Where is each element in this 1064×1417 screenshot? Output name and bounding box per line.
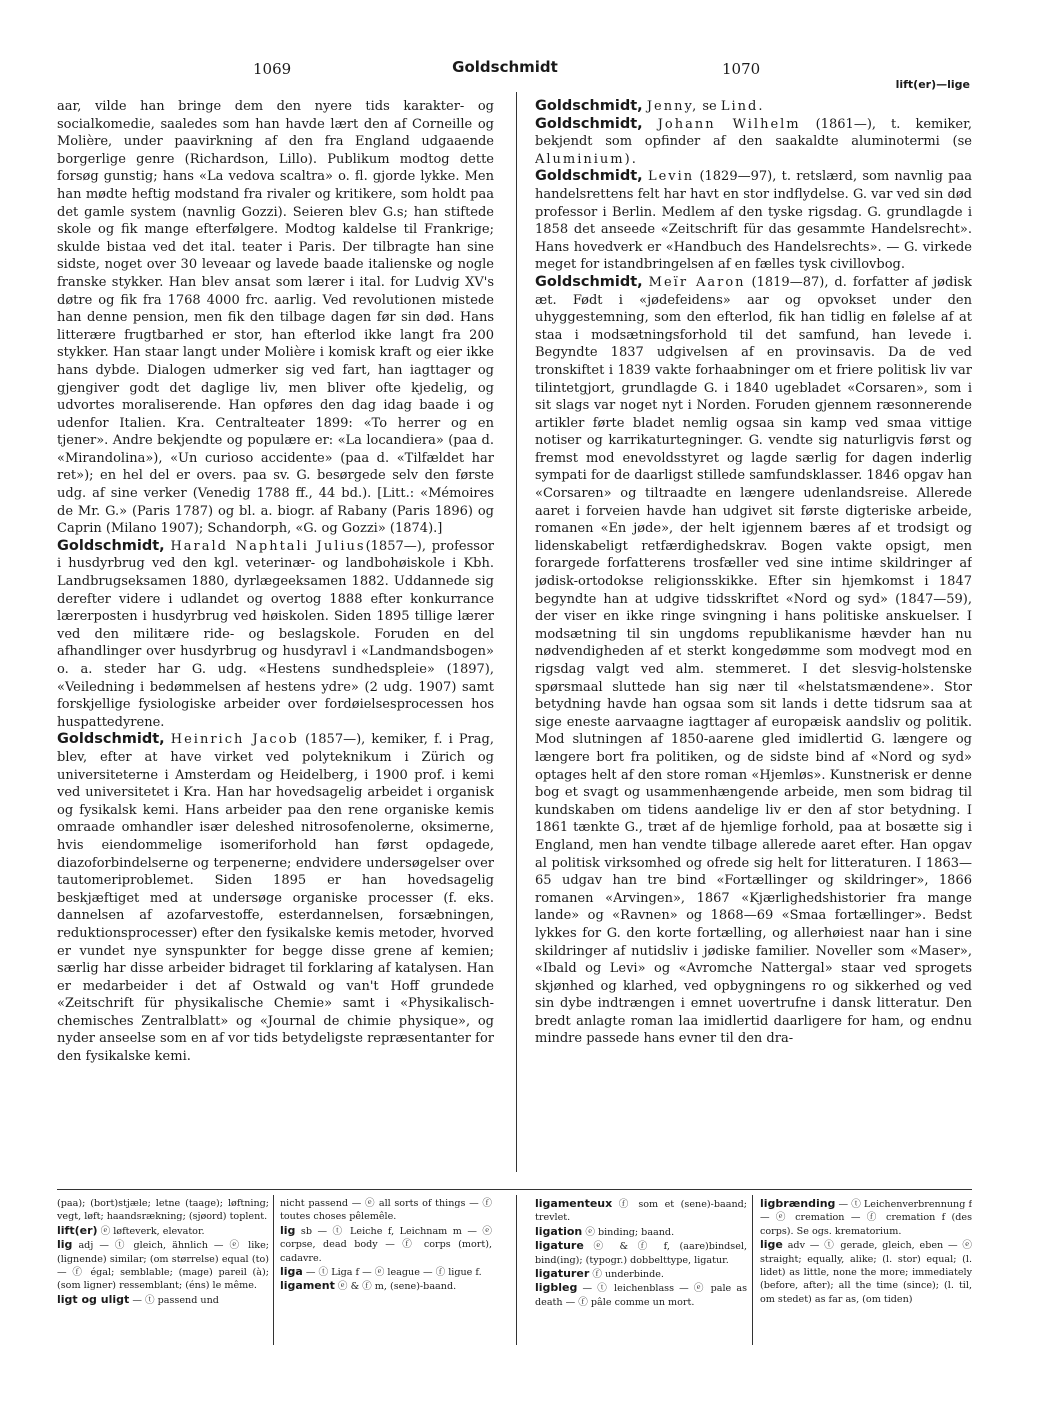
glossary-entry bbox=[280, 1279, 492, 1293]
glossary-text: ⓕ underbinde. bbox=[592, 1269, 664, 1281]
glossary-headword: ligature bbox=[535, 1239, 584, 1253]
entry-headword: Goldschmidt, bbox=[57, 731, 165, 748]
entry-headword: Goldschmidt, bbox=[535, 115, 643, 132]
guide-words: lift(er)—lige bbox=[895, 78, 970, 91]
entry-name: Heinrich Jacob bbox=[170, 732, 299, 748]
entry-harald-goldschmidt bbox=[57, 538, 494, 732]
entry-levin-goldschmidt bbox=[535, 168, 972, 274]
entry-name: Meïr Aaron bbox=[648, 274, 746, 290]
entry-name: Jenny, bbox=[646, 99, 699, 114]
glossary-entry bbox=[535, 1281, 747, 1309]
glossary-entry bbox=[760, 1197, 972, 1238]
glossary-entry bbox=[535, 1239, 747, 1267]
glossary-text: nicht passend — ⓔ all sorts of things — ⓕ toutes choses pêlemêle. bbox=[280, 1198, 492, 1223]
glossary-headword: ligbleg bbox=[535, 1281, 578, 1295]
page-number-right: 1070 bbox=[722, 60, 761, 78]
entry-name: Johann Wilhelm bbox=[657, 116, 801, 132]
glossary-text: sb — ⓣ Leiche f, Leichnam m — ⓔ corpse, dead body — ⓕ corps (mort), cadavre. bbox=[280, 1225, 492, 1264]
footer-divider bbox=[273, 1195, 274, 1345]
glossary-entry bbox=[535, 1225, 747, 1239]
entry-headword: Goldschmidt, bbox=[535, 98, 643, 114]
glossary-text: — ⓣ Leichenverbrennung f — ⓔ cremation — ⓕ cremation f (des corps). Se ogs. krematorium. bbox=[760, 1199, 972, 1237]
glossary-entry bbox=[535, 1197, 747, 1225]
glossary-entry bbox=[280, 1224, 492, 1265]
glossary-headword: ligaturer bbox=[535, 1267, 590, 1281]
glossary-text: — ⓣ leichenblass — ⓔ pale as death — ⓕ pâle comme un mort. bbox=[535, 1283, 747, 1308]
entry-continuation: aar, vilde han bringe dem den nyere tids karakter- og socialkomedie, saaledes som han havde lært den af Corneille og Molière, under paavirkning af den fra England udgaaende borgerlige genre (Richardson, Lillo). Publikum modtog dette forsøg gunstig; hans «La vedova scaltra» o. fl. gjorde lykke. Men han mødte heftig modstand fra rivaler og kritikere, som holdt paa det gamle system (navnlig Gozzi). Seieren blev G.s; han stiftede skole og fik mange efterfølgere. Modtog kaldelse til Frankrige; skulde bistaa ved det ital. teater i Paris. Der tilbragte han sine sidste, noget over 30 leveaar og lavede baade italienske og nogle franske stykker. Han blev ansat som lærer i ital. for Ludvig XV's døtre og fik fra 1768 4000 frc. aarlig. Ved revolutionen mistede han denne pension, men fik den tilbage dagen før sin død. Hans litterære frugtbarhed er stor, han efterlod ikke langt fra 200 stykker. Han staar langt under Molière i komisk kraft og eier ikke hans dybde. Dialogen udmerker sig ved fart, han iagttager og gjengiver godt det daglige liv, men bliver ofte kjedelig, og udvortes moraliserende. Han opføres den dag idag baade i og udenfor Italien. Kra. Centralteater 1899: «To herrer og en tjener». Andre bekjendte og populære er: «La locandiera» (paa d. «Mirandolina»), «Un curioso accidente» (paa d. «Tilfældet har ret»); en hel del er overs. paa sv. G. besørgede selv den første udg. af sine verker (Venedig 1788 ff., 44 bd.). [Litt.: «Mémoires de Mr. G.» (Paris 1787) og bl. a. biogr. af Rabany (Paris 1896) og Caprin (Milano 1907); Schandorph, «G. og Gozzi» (1874).] bbox=[57, 99, 494, 537]
glossary-entry bbox=[57, 1224, 269, 1238]
glossary-headword: ligament bbox=[280, 1279, 335, 1293]
cross-reference: Lind. bbox=[720, 99, 765, 114]
glossary-headword: ligt og uligt bbox=[57, 1292, 130, 1306]
running-head: Goldschmidt bbox=[452, 58, 558, 76]
glossary-text: — ⓣ passend und bbox=[132, 1294, 219, 1306]
glossary-column-1 bbox=[57, 1197, 269, 1367]
entry-name: Harald Naphtali Julius bbox=[170, 538, 366, 554]
glossary-entry bbox=[57, 1238, 269, 1293]
entry-text: (1819—87), d. forfatter af jødisk æt. Født i «jødefeidens» aar og opvokset under den uhyggestemning, som den efterlod, fik han tidlig en følelse af at staa i modsætningsforhold til det samfund, han levede i. Begyndte 1837 udgivelsen af en provinsavis. Da de ved tronskiftet i 1839 vakte forhaabninger om et friere politisk liv var tilintetgjort, grundlagde G. i 1840 ugebladet «Corsaren», som i sit slags var noget nyt i Norden. Foruden gjennem ræsonnerende artikler førte bladet nemlig ogsaa sin kamp ved smaa vittige notiser og karrikaturtegninger. G. vendte sig naturligvis først og fremst mod enevoldsstyret og lagde særlig for dagen inderlig sympati for de daarligst stillede samfundsklasser. 1846 opgav han «Corsaren» og tiltraadte en længere udenlandsreise. Allerede aaret i forveien havde han udgivet sit første digteriske arbeide, romanen «En jøde», der helt igjennem bæres af et trodsigt og lidenskabeligt retfærdighedskrav. Bogen vakte opsigt, men forargede forfatterens trosfæller ved sine intime skildringer af jødisk-ortodokse religionsskikke. Efter sin hjemkomst i 1847 begyndte han at udgive tidsskriftet «Nord og syd» (1847—59), der viser en ikke ringe svingning i hans politiske anskuelser. I modsætning til sin ungdoms republikanisme hævder han nu nødvendigheden af et sterkt kongedømme som modvegt mod en rigsdag valgt ved alm. stemmeret. I det slesvig-holstenske spørsmaal sluttede han sig nær til «helstatsmændene». Stor betydning havde han ogsaa som sit lands i dette tidsrum saa at sige eneste aarvaagne iagttager af europæisk aandsliv og politik. Mod slutningen af 1850-aarene gled imidlertid G. længere og længere bort fra politiken, og de sidste bind af «Nord og syd» optages helt af den store roman «Hjemløs». Kunstnerisk er denne bog et svagt og usammenhængende arbeide, men som bidrag til kundskaben om tidens aandelige liv er den af stor betydning. I 1861 tænkte G., træt af de hjemlige forhold, paa at bosætte sig i England, men han vendte tilbage allerede aaret efter. Han opgav al politisk virksomhed og ofrede sig helt for litteraturen. I 1863—65 udgav han tre bind «Fortællinger og skildringer», 1866 romanen «Arvingen», 1867 «Kjærlighedshistorier fra mange lande» og «Ravnen» og 1868—69 «Smaa fortællinger». Bedst lykkes for G. den korte fortælling, og allerhøiest naar han i sine skildringer af nutidsliv i jødiske familier. Noveller som «Maser», «Ibald og Levi» og «Avromche Nattergal» staar ved sprogets skjønhed og klarhed, ved opbygningens ro og sikkerhed og ved sin dybe indtrængen i emnet uovertrufne i dansk litteratur. Den bredt anlagte roman laa imidlertid daarligere for ham, og endnu mindre passede hans evner til den dra- bbox=[535, 274, 972, 1047]
glossary-headword: lift(er) bbox=[57, 1223, 98, 1237]
glossary-headword: ligamenteux bbox=[535, 1197, 613, 1210]
entry-headword: Goldschmidt, bbox=[535, 273, 643, 290]
glossary-headword: lig bbox=[280, 1223, 296, 1237]
entry-text: (1857—), professor i husdyrbrug ved den kgl. veterinær- og landbohøiskole i Kbh. Landbrugseksamen 1880, dyrlægeeksamen 1882. Uddannede sig derefter videre i udlandet og overtog 1888 efter konkurrance lærerposten i husdyrbrug ved høiskolen. Siden 1895 tillige lærer ved den militære ride- og beslagskole. Foruden en del afhandlinger over husdyrbrug og husdyravl i «Landmandsbogen» o. a. steder har G. udg. «Hestens sundhedspleie» (1897), «Veiledning i bedømmelsen af hestens ydre» (2 udg. 1907) samt forskjellige fysiologiske arbeider over fordøielsesprocessen hos huspattedyrene. bbox=[57, 538, 494, 730]
entry-text: (1829—97), t. retslærd, som navnlig paa handelsrettens felt har havt en stor indflydelse. G. var ved sin død professor i Berlin. Medlem af den tyske rigsdag. G. grundlagde i 1858 det anseede «Zeitschrift für das gesammte Handelsrecht». Hans hovedverk er «Handbuch des Handelsrechts». — G. virkede meget for istandbringelsen af en fælles tysk civillovbog. bbox=[535, 169, 972, 273]
glossary-text: ⓔ & ⓕ f, (aare)bindsel, bind(ing); (typogr.) dobbelttype, ligatur. bbox=[535, 1241, 747, 1266]
glossary-text: — ⓣ Liga f — ⓔ league — ⓕ ligue f. bbox=[305, 1267, 482, 1279]
glossary-column-3 bbox=[535, 1197, 747, 1367]
footer-divider bbox=[752, 1195, 753, 1345]
glossary-entry bbox=[760, 1238, 972, 1306]
glossary-headword: ligation bbox=[535, 1224, 583, 1238]
footer-rule bbox=[57, 1189, 972, 1190]
entry-text: se bbox=[702, 99, 717, 114]
entry-text: (1857—), kemiker, f. i Prag, blev, efter at have virket ved polyteknikum i Zürich og universiteterne i Amsterdam og Heidelberg, i 1900 prof. i kemi ved universitetet i Kra. Han har hovedsagelig arbeidet i organisk og fysikalsk kemi. Hans arbeider paa den rene organiske kemis omraade omhandler især deleshed nitrosofenolerne, oksimerne, hvis eiendommelige isomeriforhold han først opdagede, diazoforbindelserne og terpenerne; endvidere undersøgelser over tautomeriproblemet. Siden 1895 er han hovedsagelig beskjæftiget med at undersøge organiske processer (f. eks. dannelsen af azofarvestoffe, esterdannelsen, forsæbningen, reduktionsprocesser) efter den fysikalske kemis metoder, hvorved er vundet nye synspunkter for begge disse grene af kemien; særlig har disse arbeider bidraget til forklaring af katalysen. Han er medarbeider i det af Ostwald og van't Hoff grundede «Zeitschrift für physikalische Chemie» samt i «Physikalisch- chemisches Zentralblatt» og «Journal de chimie physique», og nyder anseelse som en af vor tids betydeligste repræsentanter for den fysikalske kemi. bbox=[57, 732, 494, 1065]
entry-johann-goldschmidt bbox=[535, 116, 972, 169]
cross-reference: Aluminium). bbox=[535, 151, 638, 167]
page-number-left: 1069 bbox=[253, 60, 292, 78]
entry-text: (1861—), t. kemiker, bekjendt som opfinder af den saakaldte aluminotermi (se bbox=[535, 116, 972, 150]
glossary-text: ⓔ & ⓕ m, (sene)-baand. bbox=[337, 1281, 457, 1293]
glossary-text: (paa); (bort)stjæle; letne (taage); løftning; vegt, løft; haandsrækning; (sjøord) toplent. bbox=[57, 1198, 269, 1223]
glossary-entry bbox=[280, 1265, 492, 1279]
left-column bbox=[57, 98, 494, 1176]
glossary-headword: lig bbox=[57, 1238, 73, 1252]
glossary-text: adv — ⓣ gerade, gleich, eben — ⓔ straight; equally, alike; (l. stor) equal; (l. lidet) as little, none the more; immediately (before, after); all the time (since); (l. til, om stedet) as far as, (om tiden) bbox=[760, 1240, 972, 1305]
glossary-text: ⓔ løfteverk, elevator. bbox=[100, 1225, 205, 1237]
glossary-text: adj — ⓣ gleich, ähnlich — ⓔ like; (lignende) similar; (om størrelse) equal (to) — ⓕ égal; semblable; (mage) pareil (à); (som ligner) ressemblant; (éns) le même. bbox=[57, 1240, 269, 1292]
glossary-headword: lige bbox=[760, 1238, 783, 1252]
glossary-column-4 bbox=[760, 1197, 972, 1367]
column-divider bbox=[516, 92, 517, 1172]
glossary-headword: ligbrænding bbox=[760, 1197, 836, 1210]
glossary-headword: liga bbox=[280, 1265, 303, 1279]
right-column bbox=[535, 98, 972, 1176]
glossary-text: ⓕ som et (sene)-baand; trevlet. bbox=[535, 1199, 747, 1224]
entry-jenny-goldschmidt bbox=[535, 98, 972, 116]
entry-headword: Goldschmidt, bbox=[57, 537, 165, 554]
footer-divider bbox=[516, 1195, 517, 1345]
entry-headword: Goldschmidt, bbox=[535, 168, 643, 185]
entry-name: Levin bbox=[647, 169, 695, 185]
glossary-entry bbox=[57, 1293, 269, 1307]
entry-heinrich-goldschmidt bbox=[57, 731, 494, 1065]
glossary-column-2 bbox=[280, 1197, 492, 1367]
glossary-text: ⓔ binding; baand. bbox=[585, 1226, 675, 1238]
entry-meir-aaron-goldschmidt bbox=[535, 274, 972, 1048]
glossary-entry bbox=[535, 1267, 747, 1281]
